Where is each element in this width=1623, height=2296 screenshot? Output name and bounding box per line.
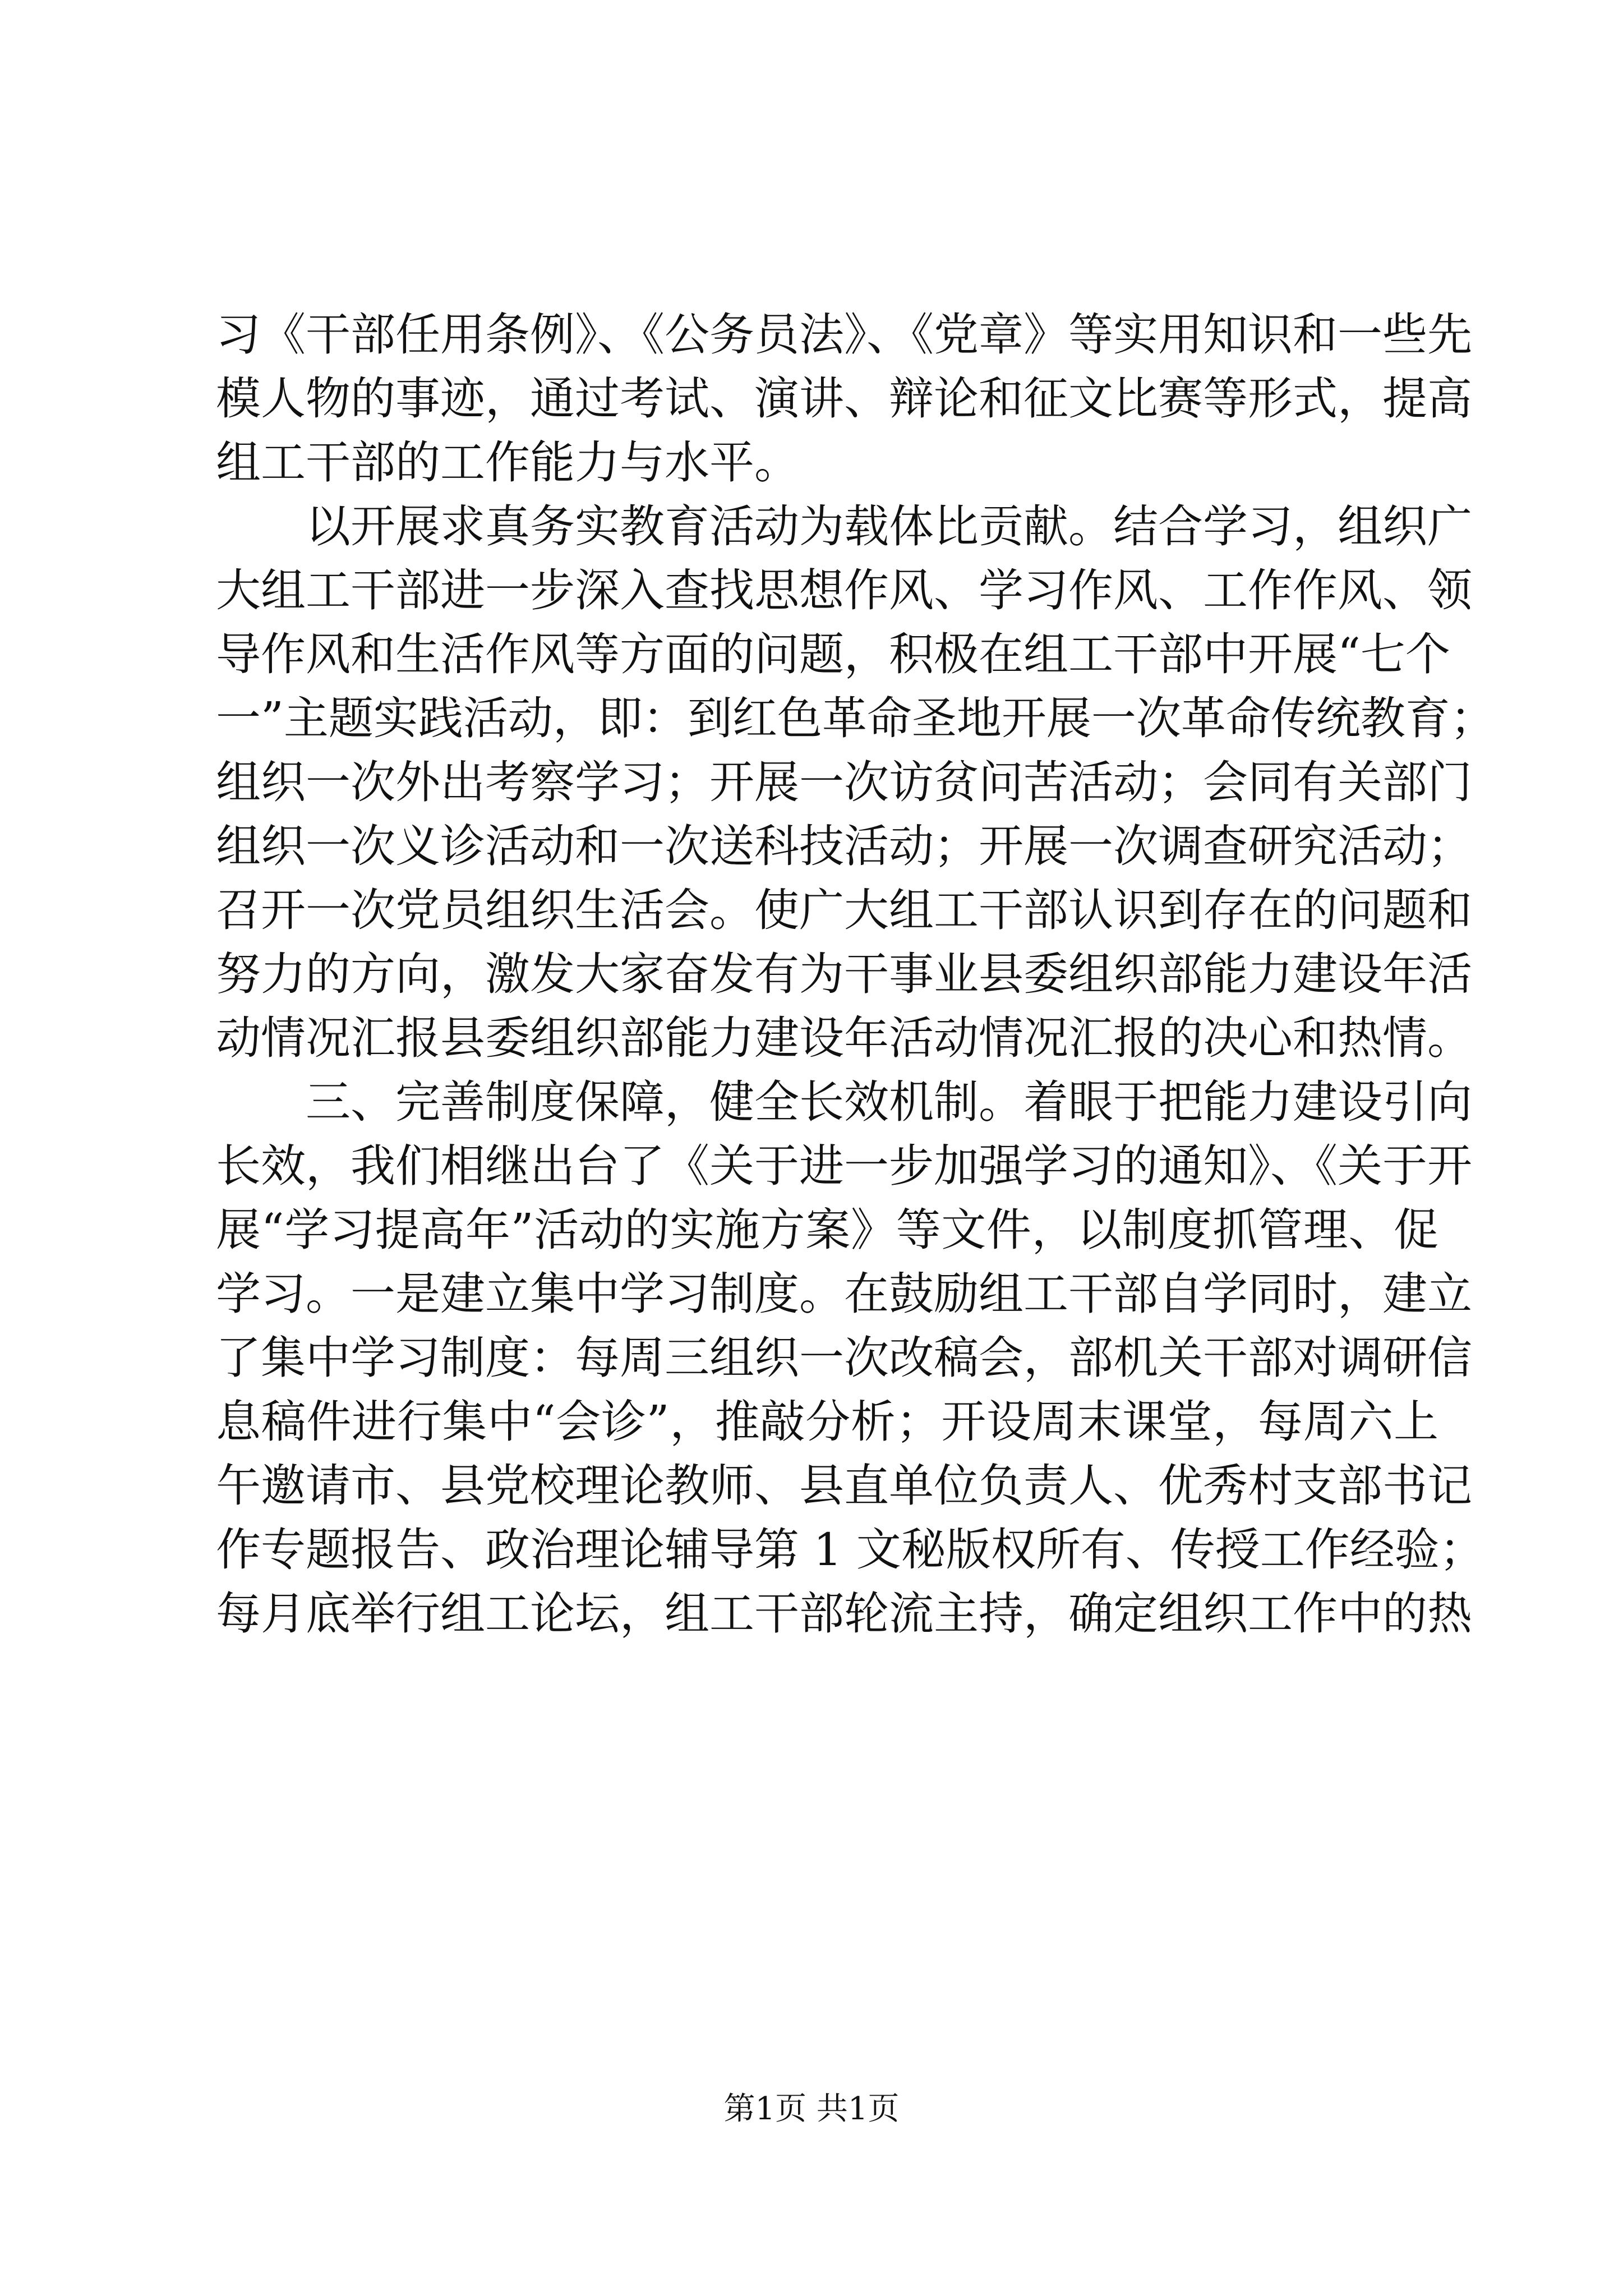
text-line: 每月底举行组工论坛，组工干部轮流主持，确定组织工作中的热 bbox=[216, 1588, 1472, 1640]
text-line: 习《干部任用条例》、《公务员法》、《党章》等实用知识和一些先 bbox=[216, 309, 1472, 361]
text-line: 努力的方向，激发大家奋发有为干事业县委组织部能力建设年活 bbox=[216, 948, 1472, 1000]
text-line: 模人物的事迹，通过考试、演讲、辩论和征文比赛等形式，提高 bbox=[216, 372, 1472, 425]
text-line: 三、完善制度保障，健全长效机制。着眼于把能力建设引向 bbox=[306, 1076, 1472, 1128]
text-line: 学习。一是建立集中学习制度。在鼓励组工干部自学同时，建立 bbox=[216, 1268, 1472, 1320]
text-line: 作专题报告、政治理论辅导第 1 文秘版权所有、传授工作经验； bbox=[216, 1524, 1484, 1576]
text-line: 了集中学习制度：每周三组织一次改稿会，部机关干部对调研信 bbox=[216, 1332, 1472, 1384]
text-line: 组织一次外出考察学习；开展一次访贫问苦活动；会同有关部门 bbox=[216, 756, 1472, 808]
document-body bbox=[216, 303, 1495, 1646]
page-footer: 第1页 共1页 bbox=[723, 2091, 900, 2127]
text-line: 展“学习提高年”活动的实施方案》等文件，以制度抓管理、促 bbox=[216, 1204, 1438, 1256]
text-line: 动情况汇报县委组织部能力建设年活动情况汇报的决心和热情。 bbox=[216, 1012, 1472, 1064]
text-line: 导作风和生活作风等方面的问题，积极在组工干部中开展“七个 bbox=[216, 628, 1450, 680]
text-line: 大组工干部进一步深入查找思想作风、学习作风、工作作风、领 bbox=[216, 564, 1472, 616]
text-line: 午邀请市、县党校理论教师、县直单位负责人、优秀村支部书记 bbox=[216, 1460, 1472, 1512]
text-line: 长效，我们相继出台了《关于进一步加强学习的通知》、《关于开 bbox=[216, 1140, 1472, 1192]
text-line: 一”主题实践活动，即：到红色革命圣地开展一次革命传统教育； bbox=[216, 692, 1495, 744]
text-line: 以开展求真务实教育活动为载体比贡献。结合学习，组织广 bbox=[306, 500, 1472, 553]
text-line: 组工干部的工作能力与水平。 bbox=[216, 436, 799, 489]
text-line: 息稿件进行集中“会诊”，推敲分析；开设周末课堂，每周六上 bbox=[216, 1396, 1438, 1448]
text-line: 组织一次义诊活动和一次送科技活动；开展一次调查研究活动； bbox=[216, 820, 1472, 872]
text-line: 召开一次党员组织生活会。使广大组工干部认识到存在的问题和 bbox=[216, 884, 1472, 936]
